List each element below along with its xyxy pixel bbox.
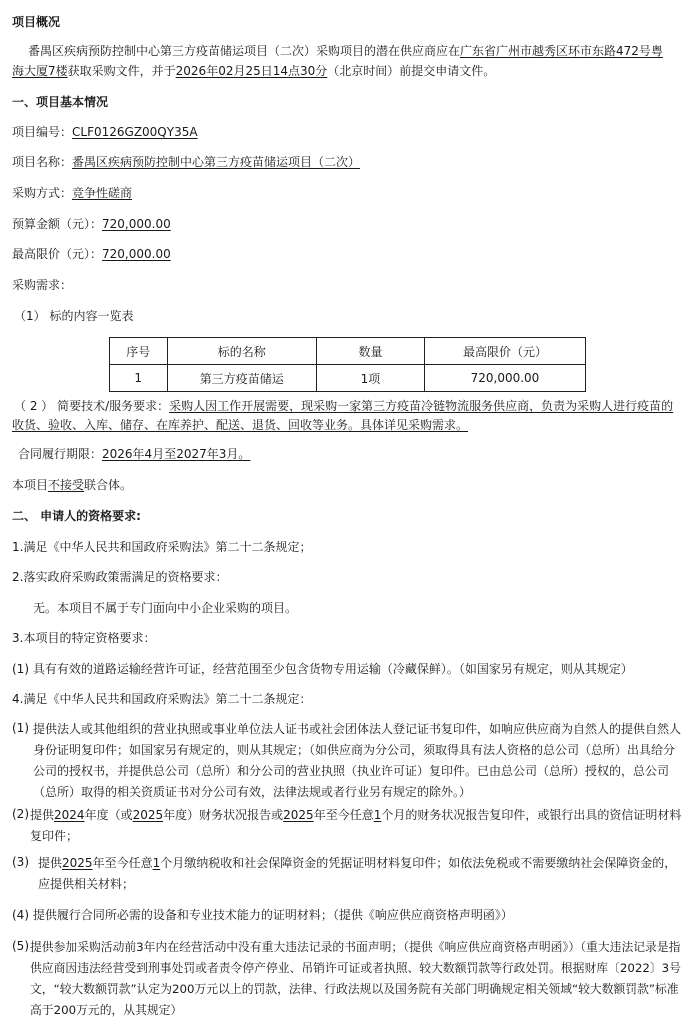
section2-title: 二、 申请人的资格要求: [12, 509, 141, 523]
table-header-cell: 最高限价（元） [424, 338, 585, 365]
q4-3-part: 年至今任意 [92, 856, 153, 870]
table-header-row [110, 338, 586, 365]
qualification-4-1-text: 提供法人或其他组织的营业执照或事业单位法人证书或社会团体法人登记证书复印件，如响应供应商为自然人的提供自然人身份证明复印件；如国家另有规定的，则从其规定；（如供应商为分公司，须取得具有法人资格的总公司（总所）出具给分公司的授权书，并提供总公司（总所）和分公司的营业执照（执业许可证）复印件。已由总公司（总所）授权的，总公司（总所）取得的相关资质证书对分公司有效，法律法规或者行业另有规定的除外。） [33, 722, 682, 799]
overview-text-b: 获取采购文件，并于 [67, 64, 176, 78]
max-price-value: 720,000.00 [102, 247, 171, 261]
q4-2-year-1: 2024 [54, 808, 85, 822]
contract-period-value: 2026年4月至2027年3月。 [102, 447, 251, 461]
qualification-1: 1.满足《中华人民共和国政府采购法》第二十二条规定； [12, 540, 312, 554]
contract-period-label: 合同履行期限： [18, 447, 103, 461]
overview-line-2 [12, 62, 495, 79]
q4-2-part: 个月的财务状况报告复印件，或银行出具的资信证明材料复印件； [30, 808, 682, 843]
consortium-value: 不接受 [48, 478, 85, 492]
q4-2-part: 年度（或 [84, 808, 133, 822]
overview-text-c: （北京时间）前提交申请文件。 [327, 64, 496, 78]
qualification-4-5-number: (5) [12, 939, 29, 953]
project-no-row [12, 123, 198, 140]
qualification-4-4: (4) 提供履行合同所必需的设备和专业技术能力的证明材料；（提供《响应供应商资格声明函》） [12, 908, 513, 922]
overview-title: 项目概况 [12, 15, 61, 29]
overview-line-1 [28, 42, 663, 59]
table-cell: 1 [110, 365, 168, 392]
max-price-row [12, 245, 171, 262]
qualification-4: 4.满足《中华人民共和国政府采购法》第二十二条规定： [12, 692, 312, 706]
q4-2-year-3: 2025 [283, 808, 314, 822]
requirement-2-label: （ 2 ） 简要技术/服务要求： [14, 399, 170, 413]
q4-3-months: 1 [152, 856, 161, 870]
method-row [12, 184, 132, 201]
qualification-3: 3.本项目的特定资格要求： [12, 631, 156, 645]
q4-2-part: 年至今任意 [313, 808, 374, 822]
table-cell: 1项 [317, 365, 425, 392]
qualification-3-1: (1) 具有有效的道路运输经营许可证，经营范围至少包含货物专用运输（冷藏保鲜）。（如国家另有规定，则从其规定） [12, 662, 633, 676]
qualification-4-3-text [38, 853, 685, 895]
project-name-label: 项目名称： [12, 155, 73, 169]
project-no-value: CLF0126GZ00QY35A [72, 125, 198, 139]
table-header-cell: 序号 [110, 338, 168, 365]
table-cell: 720,000.00 [424, 365, 585, 392]
table-header-cell: 标的名称 [167, 338, 317, 365]
project-name-row [12, 153, 360, 170]
q4-2-months: 1 [373, 808, 382, 822]
qualification-4-2-number: (2) [12, 807, 29, 821]
table-header-cell: 数量 [317, 338, 425, 365]
contract-period-row [18, 445, 250, 462]
q4-2-part: 提供 [30, 808, 55, 822]
method-value: 竞争性磋商 [72, 186, 133, 200]
method-label: 采购方式： [12, 186, 73, 200]
overview-deadline: 2026年02月25日14点30分 [175, 64, 328, 78]
item-list-title: （1） 标的内容一览表 [14, 309, 134, 323]
qualification-2-text: 无。本项目不属于专门面向中小企业采购的项目。 [33, 601, 298, 615]
q4-3-year: 2025 [62, 856, 93, 870]
consortium-text-c: 联合体。 [84, 478, 133, 492]
requirement-2-line-2 [12, 416, 468, 433]
max-price-label: 最高限价（元）： [12, 247, 103, 261]
qualification-4-5-text: 提供参加采购活动前3年内在经营活动中没有重大违法记录的书面声明；（提供《响应供应商资格声明函》）（重大违法记录是指供应商因违法经营受到刑事处罚或者责令停产停业、吊销许可证或者执照、较大数额罚款等行政处罚。根据财库〔2022〕3号文，“较大数额罚款”认定为200万元以上的罚款，法律、行政法规以及国务院有关部门明确规定相关领域“较大数额罚款”标准高于200万元的，从其规定） [30, 940, 681, 1017]
consortium-text-a: 本项目 [12, 478, 49, 492]
requirement-2-text-2: 收货、验收、入库、储存、在库养护、配送、退货、回收等业务。具体详见采购需求。 [12, 418, 469, 432]
project-name-value: 番禺区疾病预防控制中心第三方疫苗储运项目（二次） [72, 155, 361, 169]
items-table [109, 337, 586, 392]
q4-3-part: 个月缴纳税收和社会保障资金的凭据证明材料复印件；如依法免税或不需要缴纳社会保障资金的，应提供相关材料； [38, 856, 677, 891]
budget-value: 720,000.00 [102, 217, 171, 231]
qualification-4-3-number: (3) [12, 855, 29, 869]
project-no-label: 项目编号： [12, 125, 73, 139]
overview-address-1: 广东省广州市越秀区环市东路472号粤 [460, 44, 663, 58]
budget-label: 预算金额（元）： [12, 217, 103, 231]
qualification-4-1-number: (1) [12, 721, 29, 735]
requirement-2-text-1: 采购人因工作开展需要，现采购一家第三方疫苗冷链物流服务供应商，负责为采购人进行疫苗的 [169, 399, 674, 413]
overview-address-2: 海大厦7楼 [12, 64, 68, 78]
budget-row [12, 215, 171, 232]
requirement-2-line-1 [14, 397, 673, 414]
consortium-row [12, 476, 132, 493]
table-row [110, 365, 586, 392]
section1-title: 一、项目基本情况 [12, 95, 109, 109]
qualification-2: 2.落实政府采购政策需满足的资格要求： [12, 570, 228, 584]
table-cell: 第三方疫苗储运 [167, 365, 317, 392]
overview-text-a: 番禺区疾病预防控制中心第三方疫苗储运项目（二次）采购项目的潜在供应商应在 [28, 44, 461, 58]
demand-label: 采购需求： [12, 278, 73, 292]
q4-2-year-2: 2025 [132, 808, 164, 822]
qualification-4-2-text [30, 805, 685, 847]
q4-2-part: 年度）财务状况报告或 [163, 808, 284, 822]
q4-3-part: 提供 [38, 856, 63, 870]
